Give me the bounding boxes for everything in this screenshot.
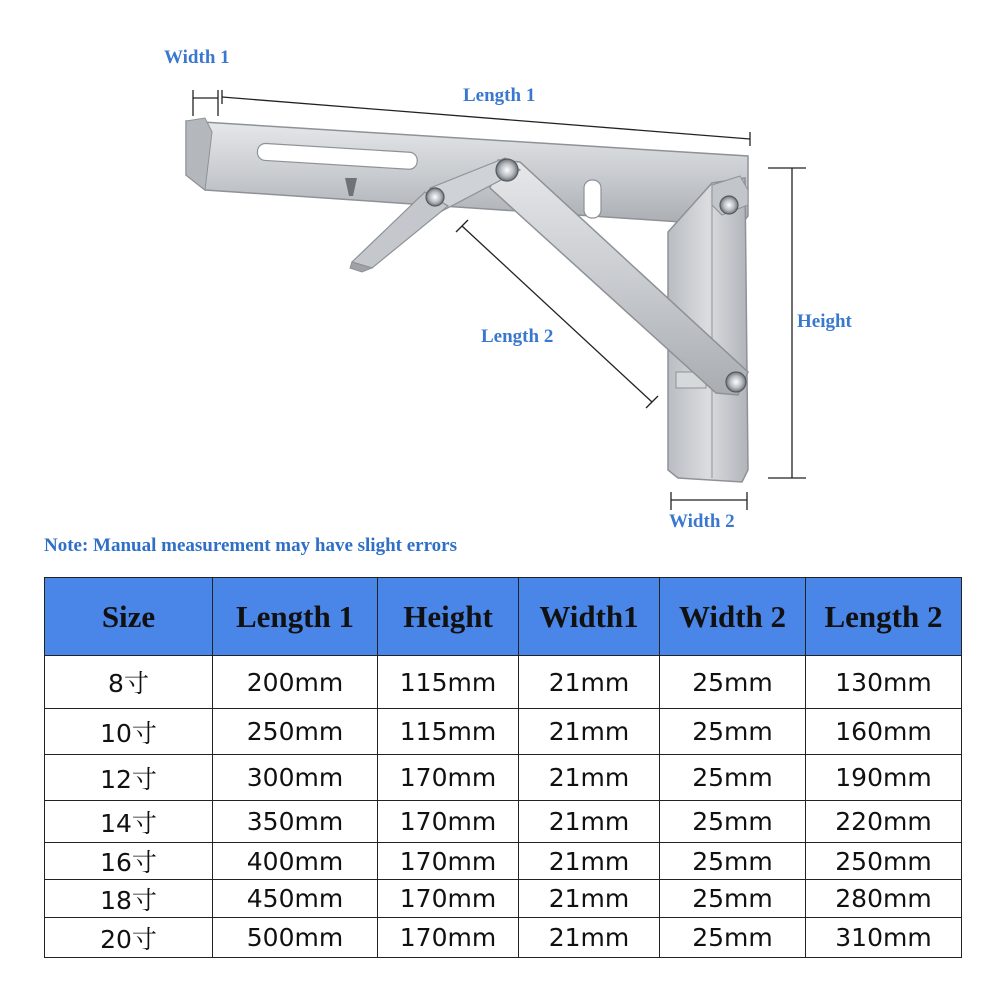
cell-width1: 21mm — [519, 801, 660, 843]
cell-size: 20寸 — [45, 918, 213, 958]
cell-length1: 250mm — [213, 709, 378, 755]
cell-height: 115mm — [378, 709, 519, 755]
cell-width2: 25mm — [660, 843, 806, 880]
cell-width1: 21mm — [519, 709, 660, 755]
cell-length2: 250mm — [806, 843, 962, 880]
cell-height: 170mm — [378, 801, 519, 843]
cell-width1: 21mm — [519, 843, 660, 880]
table-row — [45, 843, 962, 880]
cell-size: 12寸 — [45, 755, 213, 801]
cell-length1: 500mm — [213, 918, 378, 958]
cell-length2: 160mm — [806, 709, 962, 755]
cell-width1: 21mm — [519, 656, 660, 709]
cell-width2: 25mm — [660, 755, 806, 801]
cell-size: 10寸 — [45, 709, 213, 755]
header-size: Size — [45, 578, 213, 656]
cell-height: 170mm — [378, 880, 519, 918]
cell-length1: 450mm — [213, 880, 378, 918]
length2-label: Length 2 — [481, 326, 554, 347]
cell-length1: 200mm — [213, 656, 378, 709]
header-length1: Length 1 — [213, 578, 378, 656]
table-row — [45, 918, 962, 958]
header-width1: Width1 — [519, 578, 660, 656]
table-row — [45, 880, 962, 918]
cell-width1: 21mm — [519, 880, 660, 918]
size-table — [44, 577, 962, 958]
cell-width2: 25mm — [660, 880, 806, 918]
cell-height: 170mm — [378, 918, 519, 958]
height-label: Height — [797, 311, 852, 332]
cell-width2: 25mm — [660, 801, 806, 843]
cell-height: 115mm — [378, 656, 519, 709]
cell-length2: 310mm — [806, 918, 962, 958]
cell-length1: 400mm — [213, 843, 378, 880]
cell-size: 18寸 — [45, 880, 213, 918]
cell-length1: 350mm — [213, 801, 378, 843]
cell-length1: 300mm — [213, 755, 378, 801]
cell-length2: 280mm — [806, 880, 962, 918]
table-row — [45, 709, 962, 755]
header-height: Height — [378, 578, 519, 656]
horizontal-arm — [186, 118, 748, 226]
cell-size: 16寸 — [45, 843, 213, 880]
cell-width2: 25mm — [660, 918, 806, 958]
table-row — [45, 801, 962, 843]
header-length2: Length 2 — [806, 578, 962, 656]
width2-label: Width 2 — [669, 511, 735, 532]
length1-label: Length 1 — [463, 85, 536, 106]
cell-width2: 25mm — [660, 709, 806, 755]
cell-width1: 21mm — [519, 755, 660, 801]
width1-label: Width 1 — [164, 47, 230, 68]
cell-height: 170mm — [378, 843, 519, 880]
cell-width2: 25mm — [660, 656, 806, 709]
table-row — [45, 755, 962, 801]
cell-size: 14寸 — [45, 801, 213, 843]
cell-length2: 220mm — [806, 801, 962, 843]
cell-length2: 130mm — [806, 656, 962, 709]
cell-length2: 190mm — [806, 755, 962, 801]
cell-height: 170mm — [378, 755, 519, 801]
cell-width1: 21mm — [519, 918, 660, 958]
measurement-note: Note: Manual measurement may have slight errors — [44, 535, 458, 556]
header-width2: Width 2 — [660, 578, 806, 656]
table-row — [45, 656, 962, 709]
table-header-row — [45, 578, 962, 656]
cell-size: 8寸 — [45, 656, 213, 709]
